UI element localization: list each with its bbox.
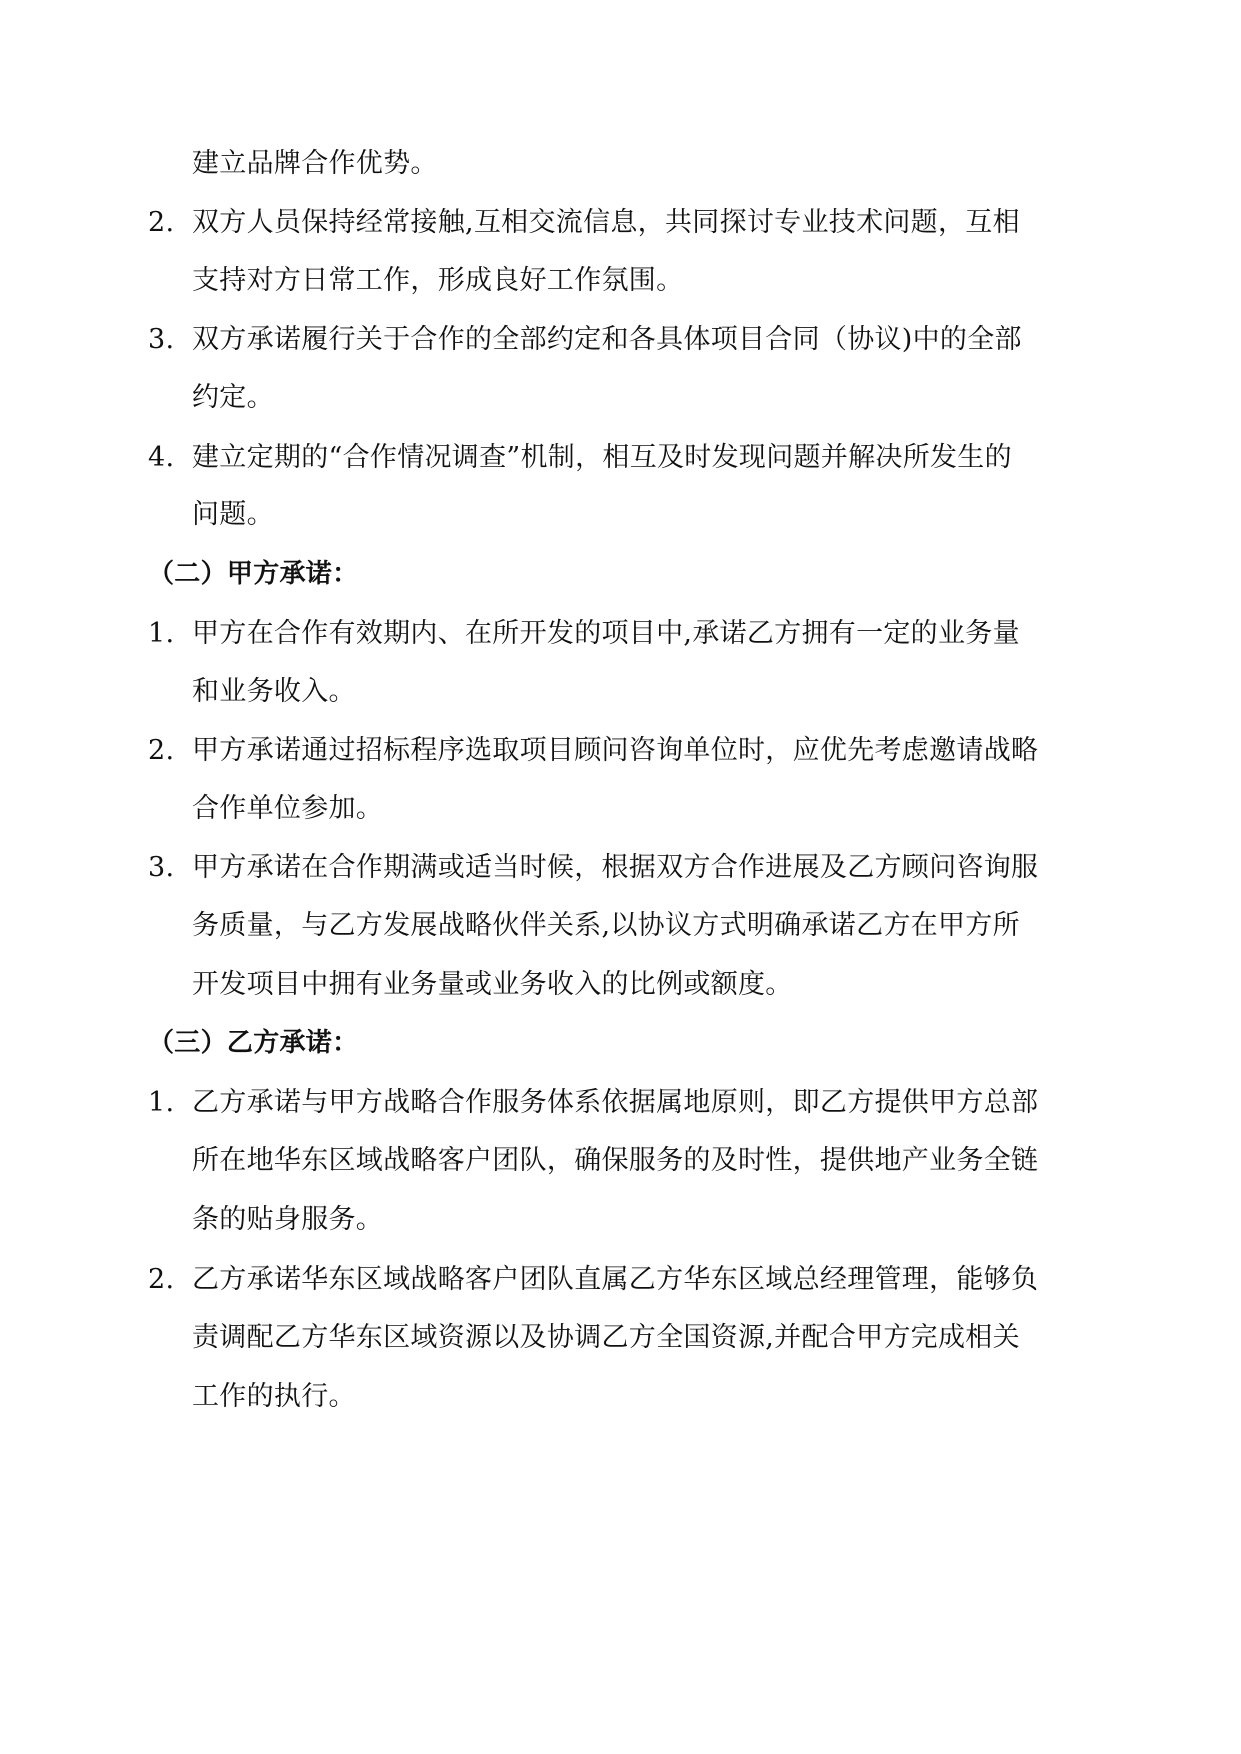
item-number: 2. — [148, 1264, 175, 1295]
item-text-line: 工作的执行。 — [192, 1381, 356, 1412]
item-text-line: 乙方承诺与甲方战略合作服务体系依据属地原则，即乙方提供甲方总部 — [192, 1087, 1039, 1118]
item-text-line: 甲方承诺通过招标程序选取项目顾问咨询单位时，应优先考虑邀请战略 — [192, 735, 1039, 766]
item-text-line: 约定。 — [192, 382, 274, 413]
item-text-line: 支持对方日常工作，形成良好工作氛围。 — [192, 265, 684, 296]
item-number: 3. — [148, 324, 175, 355]
item-text-line: 所在地华东区域战略客户团队，确保服务的及时性，提供地产业务全链 — [192, 1145, 1039, 1176]
item-text-line: 问题。 — [192, 499, 274, 530]
item-number: 2. — [148, 735, 175, 766]
section-heading-party-a: （二）甲方承诺： — [148, 559, 359, 589]
item-number: 4. — [148, 442, 175, 473]
item-text-line: 双方承诺履行关于合作的全部约定和各具体项目合同（协议)中的全部 — [192, 324, 1022, 355]
item-text-line: 和业务收入。 — [192, 676, 356, 707]
item-number: 1. — [148, 1087, 175, 1118]
item-text-line: 合作单位参加。 — [192, 793, 384, 824]
intro-continuation: 建立品牌合作优势。 — [192, 148, 438, 179]
item-text-line: 双方人员保持经常接触,互相交流信息，共同探讨专业技术问题，互相 — [192, 207, 1020, 238]
item-text-line: 责调配乙方华东区域资源以及协调乙方全国资源,并配合甲方完成相关 — [192, 1322, 1020, 1353]
item-number: 1. — [148, 618, 175, 649]
item-text-line: 甲方承诺在合作期满或适当时候，根据双方合作进展及乙方顾问咨询服 — [192, 852, 1039, 883]
item-text-line: 开发项目中拥有业务量或业务收入的比例或额度。 — [192, 969, 793, 1000]
item-text-line: 建立定期的“合作情况调查”机制，相互及时发现问题并解决所发生的 — [192, 442, 1012, 473]
item-text-line: 乙方承诺华东区域战略客户团队直属乙方华东区域总经理管理，能够负 — [192, 1264, 1039, 1295]
item-number: 3. — [148, 852, 175, 883]
item-text-line: 甲方在合作有效期内、在所开发的项目中,承诺乙方拥有一定的业务量 — [192, 618, 1020, 649]
section-heading-party-b: （三）乙方承诺： — [148, 1028, 359, 1058]
item-text-line: 条的贴身服务。 — [192, 1204, 384, 1235]
item-text-line: 务质量，与乙方发展战略伙伴关系,以协议方式明确承诺乙方在甲方所 — [192, 910, 1020, 941]
item-number: 2. — [148, 207, 175, 238]
